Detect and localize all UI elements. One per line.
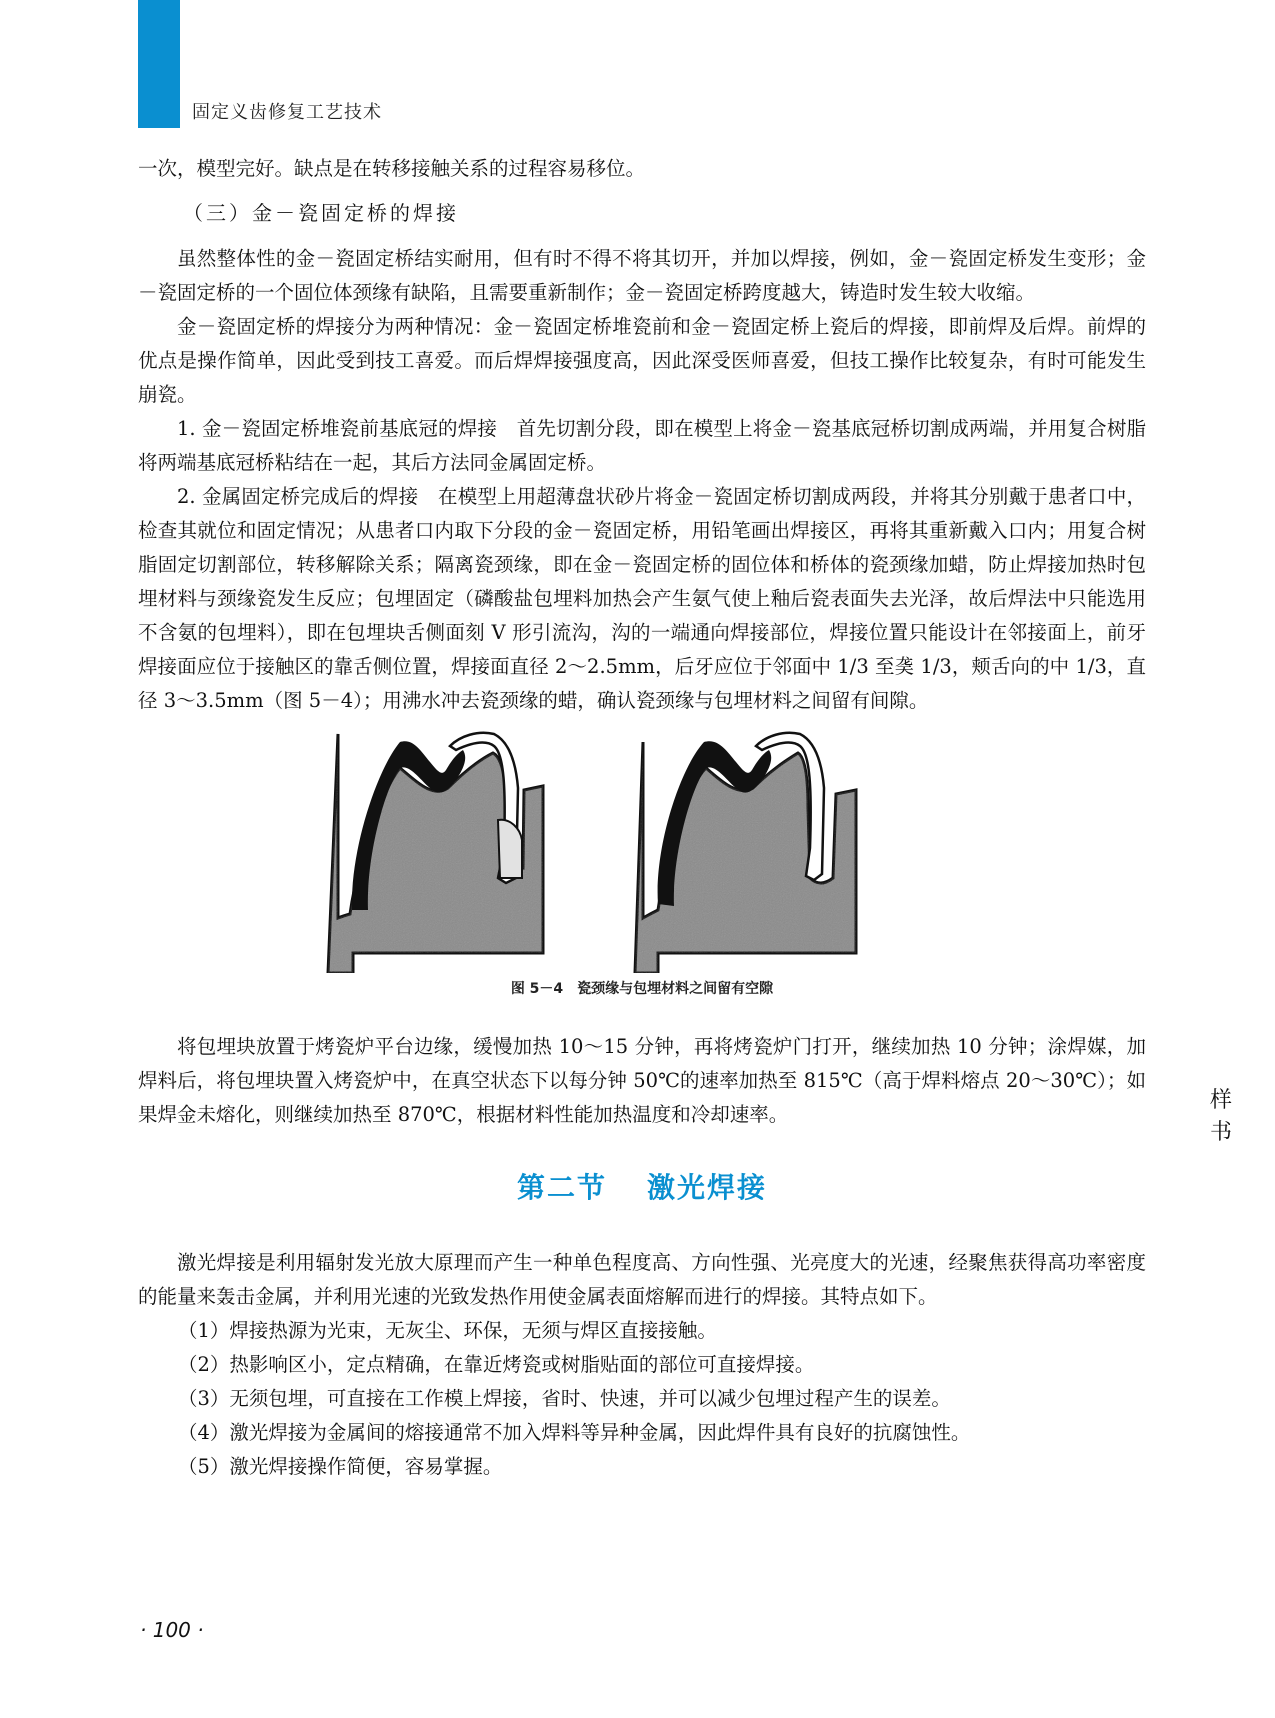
section-heading bbox=[138, 1166, 1146, 1206]
paragraph-1: 虽然整体性的金－瓷固定桥结实耐用，但有时不得不将其切开，并加以焊接，例如，金－瓷固定桥发生变形；金－瓷固定桥的一个固位体颈缘有缺陷，且需要重新制作；金－瓷固定桥跨度越大，铸造时发生较大收缩。 bbox=[138, 247, 1146, 304]
list-item: （2）热影响区小，定点精确，在靠近烤瓷或树脂贴面的部位可直接焊接。 bbox=[178, 1353, 815, 1376]
paragraph-2: 金－瓷固定桥的焊接分为两种情况：金－瓷固定桥堆瓷前和金－瓷固定桥上瓷后的焊接，即前焊及后焊。前焊的优点是操作简单，因此受到技工喜爱。而后焊焊接强度高，因此深受医师喜爱，但技工操作比较复杂，有时可能发生崩瓷。 bbox=[138, 315, 1146, 406]
page-content bbox=[138, 152, 1146, 1484]
figure-left-panel bbox=[328, 733, 543, 973]
section-intro: 激光焊接是利用辐射发光放大原理而产生一种单色程度高、方向性强、光亮度大的光速，经聚焦获得高功率密度的能量来轰击金属，并利用光速的光致发热作用使金属表面熔解而进行的焊接。其特点如下。 bbox=[138, 1251, 1146, 1308]
section-title: 激光焊接 bbox=[647, 1171, 768, 1204]
figure-right-panel bbox=[635, 733, 856, 973]
list-item: （4）激光焊接为金属间的熔接通常不加入焊料等异种金属，因此焊件具有良好的抗腐蚀性。 bbox=[178, 1421, 971, 1444]
figure-illustration bbox=[138, 728, 1146, 973]
subsection-heading: （三）金－瓷固定桥的焊接 bbox=[183, 201, 459, 225]
page-number: · 100 · bbox=[140, 1618, 204, 1642]
paragraph-5: 将包埋块放置于烤瓷炉平台边缘，缓慢加热 10～15 分钟，再将烤瓷炉门打开，继续加热 10 分钟；涂焊媒，加焊料后，将包埋块置入烤瓷炉中，在真空状态下以每分钟 50℃的速率加热至 815℃（高于焊料熔点 20～30℃）；如果焊金未熔化，则继续加热至 870℃，根据材料性能加热温度和冷却速率。 bbox=[138, 1035, 1146, 1126]
figure-caption: 图 5－4 瓷颈缘与包埋材料之间留有空隙 bbox=[510, 981, 774, 997]
header-accent-bar bbox=[138, 0, 180, 128]
paragraph-4: 2. 金属固定桥完成后的焊接 在模型上用超薄盘状砂片将金－瓷固定桥切割成两段，并将其分别戴于患者口中，检查其就位和固定情况；从患者口内取下分段的金－瓷固定桥，用铅笔画出焊接区，再将其重新戴入口内；用复合树脂固定切割部位，转移解除关系；隔离瓷颈缘，即在金－瓷固定桥的固位体和桥体的瓷颈缘加蜡，防止焊接加热时包埋材料与颈缘瓷发生反应；包埋固定（磷酸盐包埋料加热会产生氨气使上釉后瓷表面失去光泽，故后焊法中只能选用不含氨的包埋料），即在包埋块舌侧面刻 V 形引流沟，沟的一端通向焊接部位，焊接位置只能设计在邻接面上，前牙焊接面应位于接触区的靠舌侧位置，焊接面直径 2～2.5mm，后牙应位于邻面中 1/3 至䶮 1/3，颊舌向的中 1/3，直径 3～3.5mm（图 5－4）；用沸水冲去瓷颈缘的蜡，确认瓷颈缘与包埋材料之间留有间隙。 bbox=[138, 485, 1146, 712]
list-item: （1）焊接热源为光束，无灰尘、环保，无须与焊区直接接触。 bbox=[178, 1319, 717, 1342]
paragraph-continued: 一次，模型完好。缺点是在转移接触关系的过程容易移位。 bbox=[138, 157, 646, 180]
section-number: 第二节 bbox=[516, 1171, 607, 1204]
list-item: （3）无须包埋，可直接在工作模上焊接，省时、快速，并可以减少包埋过程产生的误差。 bbox=[178, 1387, 951, 1410]
running-header-title: 固定义齿修复工艺技术 bbox=[192, 102, 382, 123]
figure-5-4 bbox=[138, 728, 1146, 997]
sample-watermark: 样书 bbox=[1210, 1088, 1233, 1145]
paragraph-3: 1. 金－瓷固定桥堆瓷前基底冠的焊接 首先切割分段，即在模型上将金－瓷基底冠桥切割成两端，并用复合树脂将两端基底冠桥粘结在一起，其后方法同金属固定桥。 bbox=[138, 417, 1146, 474]
list-item: （5）激光焊接操作简便，容易掌握。 bbox=[178, 1455, 503, 1478]
